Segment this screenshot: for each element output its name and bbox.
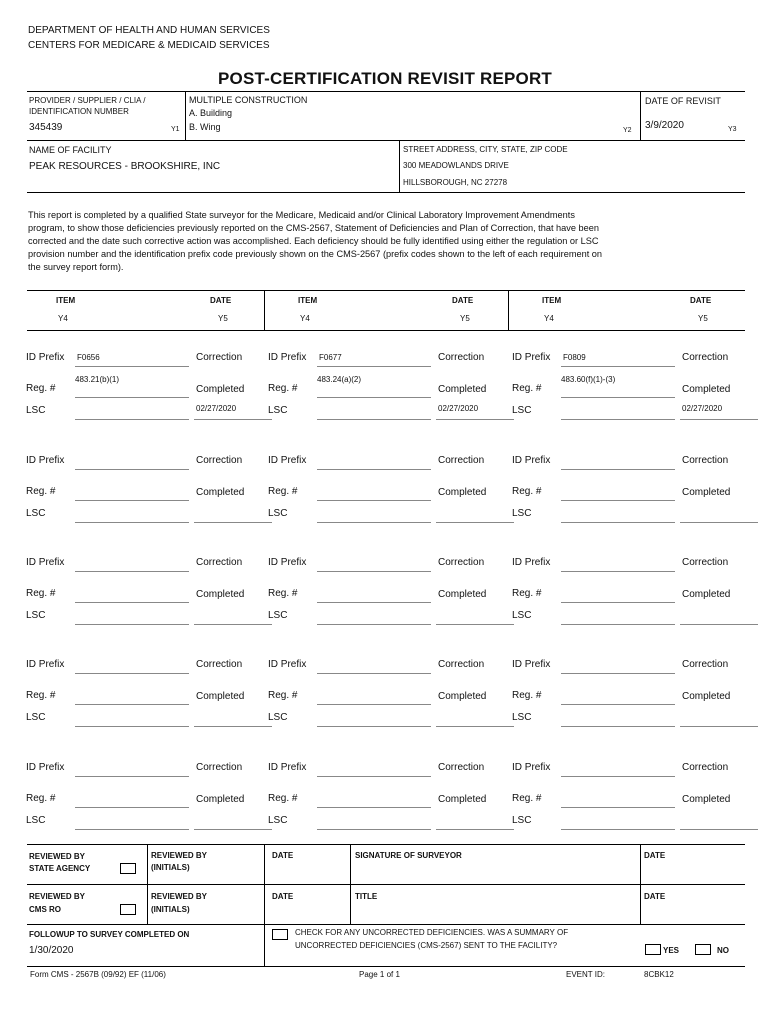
date-header: DATE xyxy=(452,296,474,305)
reg-label: Reg. # xyxy=(268,690,298,701)
entry-underline xyxy=(317,469,431,470)
reg-label: Reg. # xyxy=(268,588,298,599)
lsc-label: LSC xyxy=(512,610,532,621)
title-date-label: DATE xyxy=(644,892,666,901)
entry-underline xyxy=(317,829,431,830)
building-label: A. Building xyxy=(189,108,233,118)
lsc-label: LSC xyxy=(26,405,46,416)
y3-code: Y3 xyxy=(728,126,737,133)
reg-label: Reg. # xyxy=(512,588,542,599)
entry-underline xyxy=(680,726,758,727)
date-label: DATE xyxy=(272,851,294,860)
page-number: Page 1 of 1 xyxy=(359,970,400,979)
entry-underline xyxy=(75,469,189,470)
correction-label: Correction xyxy=(438,557,485,568)
id-prefix-label: ID Prefix xyxy=(512,455,551,466)
completed-label: Completed xyxy=(438,487,487,498)
id-prefix-value[interactable]: F0677 xyxy=(319,353,342,362)
completed-date[interactable]: 02/27/2020 xyxy=(438,404,479,413)
uncorrected-text-2: UNCORRECTED DEFICIENCIES (CMS-2567) SENT TO THE FACILITY? xyxy=(295,941,558,950)
address-label: STREET ADDRESS, CITY, STATE, ZIP CODE xyxy=(403,145,568,154)
signature-date-label: DATE xyxy=(644,851,666,860)
reg-label: Reg. # xyxy=(268,793,298,804)
reg-label: Reg. # xyxy=(26,690,56,701)
lsc-label: LSC xyxy=(268,508,288,519)
item-header: ITEM xyxy=(298,296,318,305)
entry-underline xyxy=(561,366,675,367)
reviewed-by-initials-label-2: (INITIALS) xyxy=(151,863,190,872)
reviewed-by-initials-label-1: REVIEWED BY xyxy=(151,851,208,860)
entry-underline xyxy=(680,522,758,523)
item-header: ITEM xyxy=(542,296,562,305)
address-line-1[interactable]: 300 MEADOWLANDS DRIVE xyxy=(403,161,509,170)
completed-label: Completed xyxy=(196,384,245,395)
entry-underline xyxy=(75,624,189,625)
reg-label: Reg. # xyxy=(26,486,56,497)
correction-label: Correction xyxy=(196,352,243,363)
intro-line: corrected and the date such corrective action was accomplished. Each deficiency should be fully identified using either the regulation or LSC xyxy=(28,236,599,246)
entry-underline xyxy=(561,469,675,470)
reg-label: Reg. # xyxy=(512,486,542,497)
reg-label: Reg. # xyxy=(26,383,56,394)
reg-label: Reg. # xyxy=(268,486,298,497)
date-code: Y5 xyxy=(698,314,708,323)
followup-value[interactable]: 1/30/2020 xyxy=(29,945,74,956)
correction-label: Correction xyxy=(682,659,729,670)
reviewed-by-cms-label-2: CMS RO xyxy=(29,905,61,914)
correction-label: Correction xyxy=(438,659,485,670)
completed-label: Completed xyxy=(196,589,245,600)
intro-line: the survey report form). xyxy=(28,262,124,272)
entry-underline xyxy=(436,726,514,727)
page-title: POST-CERTIFICATION REVISIT REPORT xyxy=(217,69,553,88)
reg-label: Reg. # xyxy=(512,383,542,394)
entry-underline xyxy=(75,807,189,808)
provider-number[interactable]: 345439 xyxy=(29,122,63,133)
entry-underline xyxy=(75,366,189,367)
entry-underline xyxy=(436,522,514,523)
completed-label: Completed xyxy=(196,794,245,805)
id-prefix-label: ID Prefix xyxy=(268,659,307,670)
multiple-construction-label: MULTIPLE CONSTRUCTION xyxy=(189,95,308,105)
entry-underline xyxy=(561,624,675,625)
entry-underline xyxy=(680,624,758,625)
lsc-label: LSC xyxy=(26,508,46,519)
reg-label: Reg. # xyxy=(26,588,56,599)
entry-underline xyxy=(75,419,189,420)
entry-underline xyxy=(561,571,675,572)
entry-underline xyxy=(75,571,189,572)
id-prefix-value[interactable]: F0809 xyxy=(563,353,586,362)
id-prefix-label: ID Prefix xyxy=(26,762,65,773)
entry-underline xyxy=(75,776,189,777)
entry-underline xyxy=(194,522,272,523)
entry-underline xyxy=(317,704,431,705)
completed-label: Completed xyxy=(682,384,731,395)
reg-value[interactable]: 483.21(b)(1) xyxy=(75,375,120,384)
date-header: DATE xyxy=(210,296,232,305)
completed-label: Completed xyxy=(682,487,731,498)
entry-underline xyxy=(436,624,514,625)
completed-date[interactable]: 02/27/2020 xyxy=(196,404,237,413)
entry-underline xyxy=(317,624,431,625)
id-prefix-label: ID Prefix xyxy=(512,352,551,363)
followup-label: FOLLOWUP TO SURVEY COMPLETED ON xyxy=(29,930,190,939)
date-of-revisit-label: DATE OF REVISIT xyxy=(645,96,721,106)
completed-label: Completed xyxy=(196,691,245,702)
date-of-revisit-value[interactable]: 3/9/2020 xyxy=(645,120,684,131)
y2-code: Y2 xyxy=(623,127,632,134)
provider-label-2: IDENTIFICATION NUMBER xyxy=(29,107,129,116)
entry-underline xyxy=(561,726,675,727)
reg-label: Reg. # xyxy=(268,383,298,394)
id-prefix-label: ID Prefix xyxy=(512,659,551,670)
lsc-label: LSC xyxy=(268,712,288,723)
item-code: Y4 xyxy=(58,314,68,323)
event-id-label: EVENT ID: xyxy=(566,970,605,979)
completed-label: Completed xyxy=(438,384,487,395)
entry-underline xyxy=(561,522,675,523)
correction-label: Correction xyxy=(438,762,485,773)
lsc-label: LSC xyxy=(26,610,46,621)
id-prefix-label: ID Prefix xyxy=(268,557,307,568)
y1-code: Y1 xyxy=(171,126,180,133)
facility-name-value[interactable]: PEAK RESOURCES - BROOKSHIRE, INC xyxy=(29,161,221,172)
entry-underline xyxy=(317,776,431,777)
intro-paragraph xyxy=(28,209,748,274)
reviewed-by-cms-initials-label-1: REVIEWED BY xyxy=(151,892,208,901)
uncorrected-checkbox[interactable] xyxy=(272,929,288,940)
entry-underline xyxy=(561,807,675,808)
id-prefix-label: ID Prefix xyxy=(26,352,65,363)
item-code: Y4 xyxy=(300,314,310,323)
date-code: Y5 xyxy=(460,314,470,323)
wing-label: B. Wing xyxy=(189,122,221,132)
entry-underline xyxy=(561,500,675,501)
agency-line-2: CENTERS FOR MEDICARE & MEDICAID SERVICES xyxy=(28,40,270,51)
completed-label: Completed xyxy=(196,487,245,498)
reviewed-by-cms-initials-label-2: (INITIALS) xyxy=(151,905,190,914)
entry-underline xyxy=(561,419,675,420)
correction-label: Correction xyxy=(196,557,243,568)
completed-label: Completed xyxy=(682,794,731,805)
item-code: Y4 xyxy=(544,314,554,323)
completed-date[interactable]: 02/27/2020 xyxy=(682,404,723,413)
intro-line: program, to show those deficiencies previously reported on the CMS-2567, Statement of Deficiencies and Plan of Correction, that have been xyxy=(28,223,599,233)
entry-underline xyxy=(680,419,758,420)
id-prefix-label: ID Prefix xyxy=(512,762,551,773)
lsc-label: LSC xyxy=(268,815,288,826)
completed-label: Completed xyxy=(438,589,487,600)
no-label: NO xyxy=(717,946,729,955)
entry-underline xyxy=(317,522,431,523)
entry-underline xyxy=(317,571,431,572)
uncorrected-text-1: CHECK FOR ANY UNCORRECTED DEFICIENCIES. WAS A SUMMARY OF xyxy=(295,928,569,937)
correction-label: Correction xyxy=(196,455,243,466)
correction-label: Correction xyxy=(196,659,243,670)
entry-underline xyxy=(436,829,514,830)
completed-label: Completed xyxy=(682,691,731,702)
id-prefix-label: ID Prefix xyxy=(26,557,65,568)
yes-label: YES xyxy=(663,946,680,955)
entry-underline xyxy=(75,500,189,501)
reg-value[interactable]: 483.24(a)(2) xyxy=(317,375,362,384)
correction-label: Correction xyxy=(682,762,729,773)
entry-underline xyxy=(194,829,272,830)
entry-underline xyxy=(561,602,675,603)
entry-underline xyxy=(194,419,272,420)
reviewed-by-cms-label-1: REVIEWED BY xyxy=(29,892,86,901)
correction-label: Correction xyxy=(196,762,243,773)
lsc-label: LSC xyxy=(26,712,46,723)
entry-underline xyxy=(75,704,189,705)
entry-underline xyxy=(317,366,431,367)
entry-underline xyxy=(561,776,675,777)
signature-label: SIGNATURE OF SURVEYOR xyxy=(355,851,462,860)
entry-underline xyxy=(436,419,514,420)
lsc-label: LSC xyxy=(512,508,532,519)
correction-label: Correction xyxy=(682,557,729,568)
id-prefix-label: ID Prefix xyxy=(268,352,307,363)
item-header: ITEM xyxy=(56,296,76,305)
entry-underline xyxy=(317,500,431,501)
id-prefix-label: ID Prefix xyxy=(26,659,65,670)
entry-underline xyxy=(561,397,675,398)
id-prefix-value[interactable]: F0656 xyxy=(77,353,100,362)
date-code: Y5 xyxy=(218,314,228,323)
address-line-2[interactable]: HILLSBOROUGH, NC 27278 xyxy=(403,178,508,187)
entry-underline xyxy=(561,704,675,705)
lsc-label: LSC xyxy=(512,712,532,723)
facility-name-label: NAME OF FACILITY xyxy=(29,145,112,155)
entry-underline xyxy=(194,726,272,727)
completed-label: Completed xyxy=(682,589,731,600)
id-prefix-label: ID Prefix xyxy=(512,557,551,568)
reviewed-by-state-label-2: STATE AGENCY xyxy=(29,864,91,873)
entry-underline xyxy=(317,419,431,420)
provider-label-1: PROVIDER / SUPPLIER / CLIA / xyxy=(29,96,146,105)
cms-date-label: DATE xyxy=(272,892,294,901)
correction-label: Correction xyxy=(682,352,729,363)
correction-label: Correction xyxy=(438,352,485,363)
lsc-label: LSC xyxy=(26,815,46,826)
entry-underline xyxy=(561,829,675,830)
agency-line-1: DEPARTMENT OF HEALTH AND HUMAN SERVICES xyxy=(28,25,270,36)
entry-underline xyxy=(75,522,189,523)
reg-label: Reg. # xyxy=(512,690,542,701)
lsc-label: LSC xyxy=(268,405,288,416)
form-number: Form CMS - 2567B (09/92) EF (11/06) xyxy=(30,970,166,979)
no-checkbox[interactable] xyxy=(695,944,711,955)
id-prefix-label: ID Prefix xyxy=(268,455,307,466)
cms-ro-checkbox[interactable] xyxy=(120,904,136,915)
entry-underline xyxy=(317,807,431,808)
intro-line: This report is completed by a qualified State surveyor for the Medicare, Medicaid and/or Clinical Laboratory Improvement Amendments xyxy=(28,210,575,220)
correction-label: Correction xyxy=(438,455,485,466)
yes-checkbox[interactable] xyxy=(645,944,661,955)
entry-underline xyxy=(75,397,189,398)
lsc-label: LSC xyxy=(512,815,532,826)
lsc-label: LSC xyxy=(512,405,532,416)
entry-underline xyxy=(75,726,189,727)
reviewed-by-state-label-1: REVIEWED BY xyxy=(29,852,86,861)
state-agency-checkbox[interactable] xyxy=(120,863,136,874)
event-id-value: 8CBK12 xyxy=(644,970,674,979)
correction-label: Correction xyxy=(682,455,729,466)
entry-underline xyxy=(561,673,675,674)
date-header: DATE xyxy=(690,296,712,305)
entry-underline xyxy=(75,673,189,674)
entry-underline xyxy=(194,624,272,625)
reg-label: Reg. # xyxy=(512,793,542,804)
completed-label: Completed xyxy=(438,691,487,702)
lsc-label: LSC xyxy=(268,610,288,621)
completed-label: Completed xyxy=(438,794,487,805)
entry-underline xyxy=(317,602,431,603)
id-prefix-label: ID Prefix xyxy=(26,455,65,466)
entry-underline xyxy=(317,726,431,727)
reg-label: Reg. # xyxy=(26,793,56,804)
entry-underline xyxy=(680,829,758,830)
reg-value[interactable]: 483.60(f)(1)-(3) xyxy=(561,375,616,384)
entry-underline xyxy=(317,673,431,674)
entry-underline xyxy=(317,397,431,398)
entry-underline xyxy=(75,602,189,603)
entry-underline xyxy=(75,829,189,830)
id-prefix-label: ID Prefix xyxy=(268,762,307,773)
intro-line: provision number and the identification prefix code previously shown on the CMS-2567 (prefix codes shown to the left of each requirement on xyxy=(28,249,603,259)
title-label: TITLE xyxy=(355,892,378,901)
